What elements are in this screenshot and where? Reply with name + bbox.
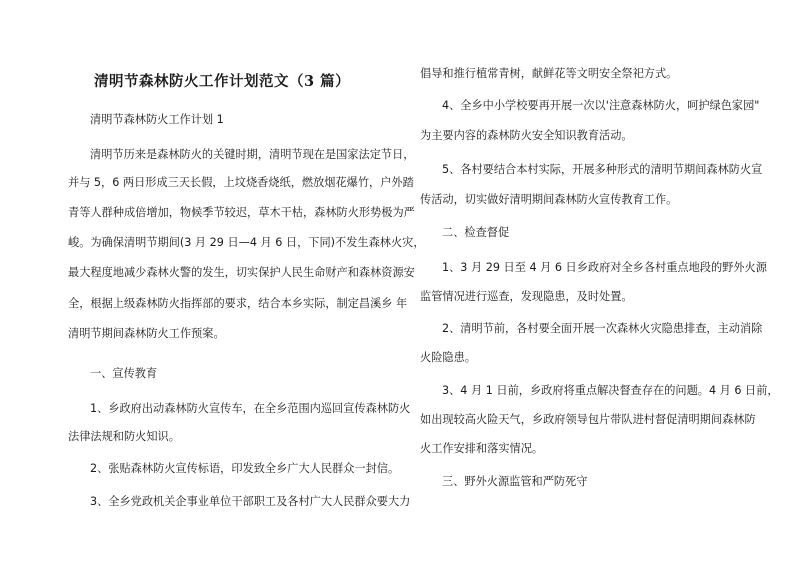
paragraph-line: 1、乡政府出动森林防火宣传车，在全乡范围内巡回宣传森林防火	[90, 402, 411, 415]
paragraph-line: 5、各村要结合本村实际，开展多种形式的清明节期间森林防火宣	[442, 163, 763, 176]
paragraph-line: 青等人群种成倍增加，物候季节较迟，草木干枯，森林防火形势极为严	[68, 206, 415, 219]
paragraph-line: 1、3 月 29 日至 4 月 6 日乡政府对全乡各村重点地段的野外火源	[442, 261, 767, 274]
paragraph-line: 清明节历来是森林防火的关键时期，清明节现在是国家法定节日，	[90, 148, 415, 161]
paragraph-line: 火险隐患。	[420, 351, 476, 364]
section-heading: 清明节森林防火工作计划 1	[90, 113, 224, 126]
section-heading: 一、宣传教育	[90, 367, 158, 380]
section-heading: 三、野外火源监管和严防死守	[442, 475, 588, 488]
paragraph-line: 3、全乡党政机关企事业单位干部职工及各村广大人民群众要大力	[90, 495, 411, 508]
paragraph-line: 传活动，切实做好清明期间森林防火宣传教育工作。	[420, 193, 678, 206]
paragraph-line: 法律法规和防火知识。	[68, 430, 180, 443]
paragraph-line: 监管情况进行巡查，发现隐患，及时处置。	[420, 290, 633, 303]
paragraph-line: 为主要内容的森林防火安全知识教育活动。	[420, 129, 633, 142]
paragraph-line: 2、张贴森林防火宣传标语，印发致全乡广大人民群众一封信。	[90, 462, 400, 475]
paragraph-line: 并与 5，6 两日形成三天长假，上坟烧香烧纸，燃放烟花爆竹，户外踏	[68, 176, 414, 189]
paragraph-line: 全，根据上级森林防火指挥部的要求，结合本乡实际，制定昌溪乡 年	[68, 297, 408, 310]
paragraph-line: 如出现较高火险天气，乡政府领导包片带队进村督促清明期间森林防	[420, 413, 756, 426]
paragraph-line: 2、清明节前，各村要全面开展一次森林火灾隐患排查，主动消除	[442, 322, 763, 335]
document-title: 清明节森林防火工作计划范文（3 篇）	[94, 73, 351, 90]
paragraph-line: 清明节期间森林防火工作预案。	[68, 327, 225, 340]
paragraph-line: 最大程度地减少森林火警的发生，切实保护人民生命财产和森林资源安	[68, 266, 415, 279]
paragraph-line: 峻。为确保清明节期间(3 月 29 日—4 月 6 日，下同)不发生森林火灾，	[68, 236, 425, 249]
section-heading: 二、检查督促	[442, 226, 510, 239]
paragraph-line: 4、全乡中小学校要再开展一次以'注意森林防火，呵护绿色家园"	[442, 99, 760, 112]
paragraph-line: 倡导和推行植常青树，献鲜花等文明安全祭祀方式。	[420, 67, 678, 80]
paragraph-line: 火工作安排和落实情况。	[420, 442, 544, 455]
paragraph-line: 3、4 月 1 日前，乡政府将重点解决督查存在的问题。4 月 6 日前，	[442, 384, 779, 397]
